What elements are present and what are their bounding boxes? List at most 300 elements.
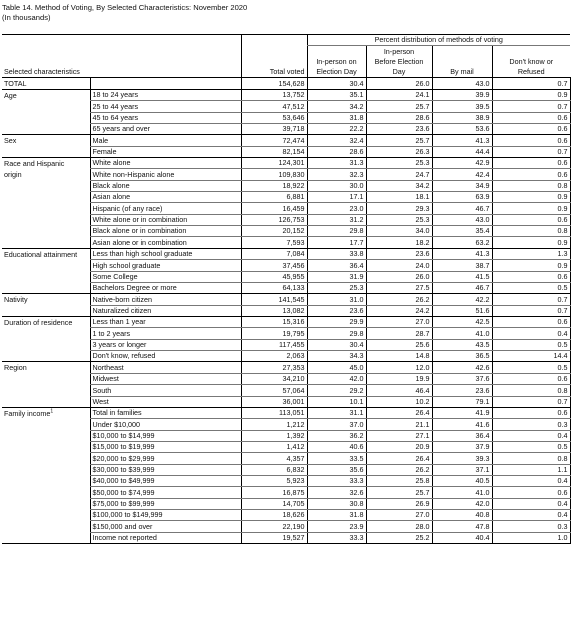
cell-inperson-before: 25.7 xyxy=(366,101,432,112)
cell-inperson-election-day: 30.0 xyxy=(307,180,366,191)
cell-total-voted: 36,001 xyxy=(241,396,307,407)
header-before-line3: Day xyxy=(366,67,432,78)
header-row-3 xyxy=(2,57,570,67)
cell-inperson-before: 24.2 xyxy=(366,305,432,316)
row-category xyxy=(2,532,90,543)
table-row xyxy=(2,441,570,452)
cell-inperson-before: 27.5 xyxy=(366,282,432,293)
header-selected-characteristics: Selected characteristics xyxy=(2,67,90,78)
row-subcategory: 3 years or longer xyxy=(90,339,241,350)
row-category xyxy=(2,476,90,487)
cell-dont-know: 0.6 xyxy=(492,316,570,327)
row-category xyxy=(2,192,90,203)
row-category: Region xyxy=(4,363,27,373)
cell-inperson-before: 26.0 xyxy=(366,271,432,282)
table-row xyxy=(2,419,570,430)
cell-inperson-before: 34.0 xyxy=(366,226,432,237)
row-subcategory: Less than high school graduate xyxy=(90,248,241,259)
cell-inperson-before: 26.3 xyxy=(366,146,432,157)
header-percent-distribution: Percent distribution of methods of voting xyxy=(307,35,570,46)
cell-inperson-election-day: 32.4 xyxy=(307,135,366,146)
cell-dont-know: 0.4 xyxy=(492,498,570,509)
table-row xyxy=(2,351,570,362)
cell-inperson-election-day: 31.2 xyxy=(307,214,366,225)
cell-total-voted: 109,830 xyxy=(241,169,307,180)
cell-total-voted: 6,881 xyxy=(241,192,307,203)
header-before-line1: In-person xyxy=(366,46,432,57)
cell-total-voted: 19,795 xyxy=(241,328,307,339)
table-row xyxy=(2,464,570,475)
cell-total-voted: 18,626 xyxy=(241,510,307,521)
cell-dont-know: 0.7 xyxy=(492,78,570,89)
row-category xyxy=(2,282,90,293)
cell-dont-know: 0.9 xyxy=(492,260,570,271)
footnote-marker: 1 xyxy=(50,408,54,415)
cell-by-mail: 38.7 xyxy=(432,260,492,271)
cell-inperson-before: 26.2 xyxy=(366,294,432,305)
row-subcategory: Less than 1 year xyxy=(90,316,241,327)
row-subcategory: Northeast xyxy=(90,362,241,373)
row-subcategory: Bachelors Degree or more xyxy=(90,282,241,293)
cell-by-mail: 41.3 xyxy=(432,248,492,259)
row-subcategory: Total in families xyxy=(90,407,241,418)
cell-total-voted: 1,412 xyxy=(241,441,307,452)
row-category xyxy=(2,146,90,157)
cell-by-mail: 42.9 xyxy=(432,157,492,168)
cell-inperson-election-day: 37.0 xyxy=(307,419,366,430)
table-row xyxy=(2,316,570,327)
cell-total-voted: 7,084 xyxy=(241,248,307,259)
row-subcategory: West xyxy=(90,396,241,407)
row-category xyxy=(2,180,90,191)
cell-total-voted: 18,922 xyxy=(241,180,307,191)
cell-inperson-election-day: 35.6 xyxy=(307,464,366,475)
cell-inperson-before: 10.2 xyxy=(366,396,432,407)
cell-by-mail: 51.6 xyxy=(432,305,492,316)
cell-total-voted: 72,474 xyxy=(241,135,307,146)
cell-total-voted: 13,082 xyxy=(241,305,307,316)
table-row xyxy=(2,101,570,112)
cell-by-mail: 37.6 xyxy=(432,373,492,384)
row-subcategory: 18 to 24 years xyxy=(90,89,241,100)
cell-total-voted: 39,718 xyxy=(241,123,307,134)
cell-inperson-election-day: 28.6 xyxy=(307,146,366,157)
row-subcategory: Asian alone xyxy=(90,192,241,203)
cell-by-mail: 36.5 xyxy=(432,351,492,362)
row-subcategory: Naturalized citizen xyxy=(90,305,241,316)
cell-by-mail: 42.2 xyxy=(432,294,492,305)
cell-inperson-before: 25.7 xyxy=(366,487,432,498)
cell-dont-know: 0.5 xyxy=(492,362,570,373)
cell-by-mail: 41.0 xyxy=(432,328,492,339)
cell-inperson-election-day: 23.9 xyxy=(307,521,366,532)
cell-total-voted: 82,154 xyxy=(241,146,307,157)
table-row xyxy=(2,487,570,498)
row-category xyxy=(2,373,90,384)
cell-inperson-election-day: 31.1 xyxy=(307,407,366,418)
cell-by-mail: 42.4 xyxy=(432,169,492,180)
cell-dont-know: 0.4 xyxy=(492,510,570,521)
row-category xyxy=(2,441,90,452)
row-category: Duration of residence xyxy=(4,317,73,327)
cell-dont-know: 1.0 xyxy=(492,532,570,543)
row-subcategory: Hispanic (of any race) xyxy=(90,203,241,214)
row-subcategory: Black alone or in combination xyxy=(90,226,241,237)
cell-inperson-election-day: 34.3 xyxy=(307,351,366,362)
table-row xyxy=(2,294,570,305)
cell-inperson-election-day: 29.8 xyxy=(307,328,366,339)
row-subcategory: $30,000 to $39,999 xyxy=(90,464,241,475)
cell-total-voted: 53,646 xyxy=(241,112,307,123)
header-total-voted: Total voted xyxy=(241,67,307,78)
cell-inperson-election-day: 35.1 xyxy=(307,89,366,100)
table-row xyxy=(2,226,570,237)
cell-inperson-before: 12.0 xyxy=(366,362,432,373)
cell-inperson-election-day: 23.0 xyxy=(307,203,366,214)
cell-dont-know: 14.4 xyxy=(492,351,570,362)
row-category xyxy=(2,328,90,339)
cell-dont-know: 0.5 xyxy=(492,339,570,350)
row-subcategory: $15,000 to $19,999 xyxy=(90,441,241,452)
cell-inperson-before: 24.0 xyxy=(366,260,432,271)
table-row xyxy=(2,260,570,271)
cell-by-mail: 46.7 xyxy=(432,203,492,214)
cell-inperson-election-day: 36.4 xyxy=(307,260,366,271)
row-category xyxy=(2,112,90,123)
cell-by-mail: 37.1 xyxy=(432,464,492,475)
cell-total-voted: 141,545 xyxy=(241,294,307,305)
cell-by-mail: 40.5 xyxy=(432,476,492,487)
cell-total-voted: 1,212 xyxy=(241,419,307,430)
cell-total-voted: 57,064 xyxy=(241,385,307,396)
row-category: Race and Hispanic xyxy=(4,158,65,168)
cell-dont-know: 0.7 xyxy=(492,294,570,305)
table-row xyxy=(2,430,570,441)
cell-inperson-before: 18.2 xyxy=(366,237,432,248)
cell-by-mail: 46.7 xyxy=(432,282,492,293)
row-subcategory: White alone or in combination xyxy=(90,214,241,225)
row-category: Educational attainment xyxy=(4,249,78,259)
cell-inperson-election-day: 29.8 xyxy=(307,226,366,237)
cell-inperson-before: 34.2 xyxy=(366,180,432,191)
row-category xyxy=(2,203,90,214)
cell-inperson-before: 14.8 xyxy=(366,351,432,362)
cell-inperson-before: 23.6 xyxy=(366,123,432,134)
row-subcategory xyxy=(90,78,241,89)
cell-inperson-election-day: 36.2 xyxy=(307,430,366,441)
row-category xyxy=(2,453,90,464)
header-inperson-line2: Election Day xyxy=(307,67,366,78)
cell-dont-know: 0.4 xyxy=(492,328,570,339)
cell-by-mail: 43.0 xyxy=(432,78,492,89)
cell-inperson-before: 26.2 xyxy=(366,464,432,475)
cell-inperson-election-day: 42.0 xyxy=(307,373,366,384)
cell-total-voted: 27,353 xyxy=(241,362,307,373)
table-row xyxy=(2,123,570,134)
cell-by-mail: 40.4 xyxy=(432,532,492,543)
header-row-1 xyxy=(2,35,570,46)
table-row xyxy=(2,521,570,532)
cell-inperson-before: 24.1 xyxy=(366,89,432,100)
row-subcategory: $100,000 to $149,999 xyxy=(90,510,241,521)
cell-inperson-election-day: 31.8 xyxy=(307,112,366,123)
row-subcategory: Asian alone or in combination xyxy=(90,237,241,248)
cell-dont-know: 0.6 xyxy=(492,157,570,168)
cell-inperson-before: 27.0 xyxy=(366,316,432,327)
cell-by-mail: 43.5 xyxy=(432,339,492,350)
header-by-mail: By mail xyxy=(432,67,492,78)
cell-inperson-before: 25.8 xyxy=(366,476,432,487)
cell-inperson-before: 21.1 xyxy=(366,419,432,430)
table-row xyxy=(2,271,570,282)
cell-total-voted: 16,875 xyxy=(241,487,307,498)
header-row-2 xyxy=(2,46,570,57)
cell-inperson-before: 29.3 xyxy=(366,203,432,214)
row-subcategory: 65 years and over xyxy=(90,123,241,134)
row-category xyxy=(2,101,90,112)
row-subcategory: $50,000 to $74,999 xyxy=(90,487,241,498)
header-before-line2: Before Election xyxy=(366,57,432,67)
cell-total-voted: 7,593 xyxy=(241,237,307,248)
cell-dont-know: 0.6 xyxy=(492,373,570,384)
cell-dont-know: 0.6 xyxy=(492,407,570,418)
row-category xyxy=(2,430,90,441)
row-subcategory: $150,000 and over xyxy=(90,521,241,532)
cell-dont-know: 0.8 xyxy=(492,385,570,396)
cell-inperson-before: 23.6 xyxy=(366,248,432,259)
table-row xyxy=(2,203,570,214)
cell-dont-know: 0.3 xyxy=(492,419,570,430)
table-row xyxy=(2,373,570,384)
cell-inperson-election-day: 17.1 xyxy=(307,192,366,203)
cell-dont-know: 0.6 xyxy=(492,169,570,180)
cell-by-mail: 42.6 xyxy=(432,362,492,373)
cell-inperson-election-day: 31.8 xyxy=(307,510,366,521)
cell-inperson-before: 28.6 xyxy=(366,112,432,123)
cell-dont-know: 0.7 xyxy=(492,146,570,157)
cell-inperson-election-day: 34.2 xyxy=(307,101,366,112)
cell-by-mail: 40.8 xyxy=(432,510,492,521)
table-row xyxy=(2,396,570,407)
row-category xyxy=(2,521,90,532)
row-category: Sex xyxy=(4,136,17,146)
cell-inperson-election-day: 29.9 xyxy=(307,316,366,327)
row-category xyxy=(2,385,90,396)
table-row xyxy=(2,407,570,418)
cell-dont-know: 0.9 xyxy=(492,192,570,203)
header-dk-line1: Don't know or xyxy=(492,57,570,67)
table-row xyxy=(2,214,570,225)
row-category: origin xyxy=(4,170,22,180)
cell-total-voted: 47,512 xyxy=(241,101,307,112)
table-row xyxy=(2,362,570,373)
row-category xyxy=(2,339,90,350)
table-title: Table 14. Method of Voting, By Selected Characteristics: November 2020 xyxy=(2,3,248,12)
row-subcategory: South xyxy=(90,385,241,396)
table-row xyxy=(2,237,570,248)
row-subcategory: 25 to 44 years xyxy=(90,101,241,112)
cell-by-mail: 42.5 xyxy=(432,316,492,327)
cell-inperson-before: 26.9 xyxy=(366,498,432,509)
cell-total-voted: 154,628 xyxy=(241,78,307,89)
cell-inperson-before: 25.6 xyxy=(366,339,432,350)
cell-inperson-before: 46.4 xyxy=(366,385,432,396)
cell-dont-know: 0.7 xyxy=(492,396,570,407)
cell-inperson-election-day: 45.0 xyxy=(307,362,366,373)
table-row xyxy=(2,248,570,259)
cell-inperson-election-day: 31.3 xyxy=(307,157,366,168)
cell-dont-know: 0.4 xyxy=(492,430,570,441)
cell-dont-know: 0.8 xyxy=(492,226,570,237)
row-subcategory: $20,000 to $29,999 xyxy=(90,453,241,464)
cell-inperson-election-day: 23.6 xyxy=(307,305,366,316)
cell-dont-know: 0.6 xyxy=(492,135,570,146)
cell-total-voted: 113,051 xyxy=(241,407,307,418)
cell-dont-know: 0.7 xyxy=(492,101,570,112)
cell-total-voted: 124,301 xyxy=(241,157,307,168)
cell-inperson-election-day: 33.3 xyxy=(307,532,366,543)
cell-by-mail: 41.5 xyxy=(432,271,492,282)
row-subcategory: Female xyxy=(90,146,241,157)
cell-inperson-election-day: 25.3 xyxy=(307,282,366,293)
row-category xyxy=(2,260,90,271)
table-row xyxy=(2,135,570,146)
cell-dont-know: 0.9 xyxy=(492,237,570,248)
cell-total-voted: 2,063 xyxy=(241,351,307,362)
cell-inperson-election-day: 33.5 xyxy=(307,453,366,464)
cell-total-voted: 126,753 xyxy=(241,214,307,225)
row-category xyxy=(2,487,90,498)
cell-dont-know: 0.7 xyxy=(492,305,570,316)
row-category: TOTAL xyxy=(2,78,90,89)
row-subcategory: $75,000 to $99,999 xyxy=(90,498,241,509)
cell-by-mail: 38.9 xyxy=(432,112,492,123)
row-category: Nativity xyxy=(4,295,28,305)
cell-dont-know: 0.9 xyxy=(492,203,570,214)
row-subcategory: White non-Hispanic alone xyxy=(90,169,241,180)
cell-total-voted: 6,832 xyxy=(241,464,307,475)
cell-inperson-before: 26.4 xyxy=(366,453,432,464)
cell-dont-know: 0.8 xyxy=(492,180,570,191)
row-category xyxy=(2,419,90,430)
cell-inperson-election-day: 32.3 xyxy=(307,169,366,180)
row-category xyxy=(2,271,90,282)
cell-inperson-before: 27.1 xyxy=(366,430,432,441)
row-subcategory: Under $10,000 xyxy=(90,419,241,430)
row-category xyxy=(2,498,90,509)
table-row xyxy=(2,78,570,89)
cell-by-mail: 53.6 xyxy=(432,123,492,134)
cell-dont-know: 0.6 xyxy=(492,487,570,498)
cell-inperson-election-day: 30.4 xyxy=(307,339,366,350)
row-subcategory: Native-born citizen xyxy=(90,294,241,305)
row-subcategory: $10,000 to $14,999 xyxy=(90,430,241,441)
table-row xyxy=(2,282,570,293)
table-row xyxy=(2,112,570,123)
cell-inperson-election-day: 32.6 xyxy=(307,487,366,498)
row-subcategory: White alone xyxy=(90,157,241,168)
row-category xyxy=(2,214,90,225)
row-subcategory: Male xyxy=(90,135,241,146)
cell-by-mail: 44.4 xyxy=(432,146,492,157)
cell-by-mail: 37.9 xyxy=(432,441,492,452)
cell-dont-know: 0.6 xyxy=(492,214,570,225)
cell-inperson-before: 28.0 xyxy=(366,521,432,532)
cell-total-voted: 37,456 xyxy=(241,260,307,271)
cell-total-voted: 117,455 xyxy=(241,339,307,350)
cell-dont-know: 0.5 xyxy=(492,282,570,293)
table-row xyxy=(2,453,570,464)
header-row-4 xyxy=(2,67,570,78)
cell-total-voted: 64,133 xyxy=(241,282,307,293)
table-row xyxy=(2,305,570,316)
cell-by-mail: 39.3 xyxy=(432,453,492,464)
row-subcategory: Don't know, refused xyxy=(90,351,241,362)
row-subcategory: $40,000 to $49,999 xyxy=(90,476,241,487)
cell-inperson-before: 20.9 xyxy=(366,441,432,452)
cell-inperson-election-day: 30.4 xyxy=(307,78,366,89)
cell-by-mail: 63.2 xyxy=(432,237,492,248)
cell-dont-know: 0.8 xyxy=(492,453,570,464)
cell-total-voted: 45,955 xyxy=(241,271,307,282)
cell-inperson-election-day: 31.9 xyxy=(307,271,366,282)
cell-inperson-before: 19.9 xyxy=(366,373,432,384)
voting-method-table xyxy=(2,34,571,544)
cell-by-mail: 41.0 xyxy=(432,487,492,498)
cell-total-voted: 13,752 xyxy=(241,89,307,100)
table-row xyxy=(2,498,570,509)
row-subcategory: Black alone xyxy=(90,180,241,191)
cell-by-mail: 39.9 xyxy=(432,89,492,100)
cell-inperson-election-day: 29.2 xyxy=(307,385,366,396)
cell-dont-know: 0.6 xyxy=(492,271,570,282)
row-category xyxy=(2,396,90,407)
row-subcategory: Midwest xyxy=(90,373,241,384)
cell-inperson-before: 25.3 xyxy=(366,214,432,225)
cell-inperson-election-day: 17.7 xyxy=(307,237,366,248)
cell-dont-know: 0.6 xyxy=(492,112,570,123)
row-category xyxy=(2,226,90,237)
cell-by-mail: 42.0 xyxy=(432,498,492,509)
cell-dont-know: 0.9 xyxy=(492,89,570,100)
cell-inperson-before: 25.7 xyxy=(366,135,432,146)
row-subcategory: High school graduate xyxy=(90,260,241,271)
cell-by-mail: 79.1 xyxy=(432,396,492,407)
table-row xyxy=(2,385,570,396)
cell-by-mail: 39.5 xyxy=(432,101,492,112)
row-subcategory: 1 to 2 years xyxy=(90,328,241,339)
table-row xyxy=(2,328,570,339)
cell-by-mail: 41.9 xyxy=(432,407,492,418)
cell-by-mail: 63.9 xyxy=(432,192,492,203)
table-row xyxy=(2,510,570,521)
cell-total-voted: 5,923 xyxy=(241,476,307,487)
cell-inperson-election-day: 30.8 xyxy=(307,498,366,509)
cell-inperson-before: 28.7 xyxy=(366,328,432,339)
row-category xyxy=(2,237,90,248)
row-category xyxy=(2,305,90,316)
cell-total-voted: 19,527 xyxy=(241,532,307,543)
row-category: Age xyxy=(4,90,17,100)
cell-inperson-election-day: 22.2 xyxy=(307,123,366,134)
cell-by-mail: 47.8 xyxy=(432,521,492,532)
table-row xyxy=(2,180,570,191)
cell-inperson-before: 27.0 xyxy=(366,510,432,521)
table-row xyxy=(2,532,570,543)
cell-total-voted: 15,316 xyxy=(241,316,307,327)
header-inperson-line1: In-person on xyxy=(307,57,366,67)
cell-by-mail: 36.4 xyxy=(432,430,492,441)
